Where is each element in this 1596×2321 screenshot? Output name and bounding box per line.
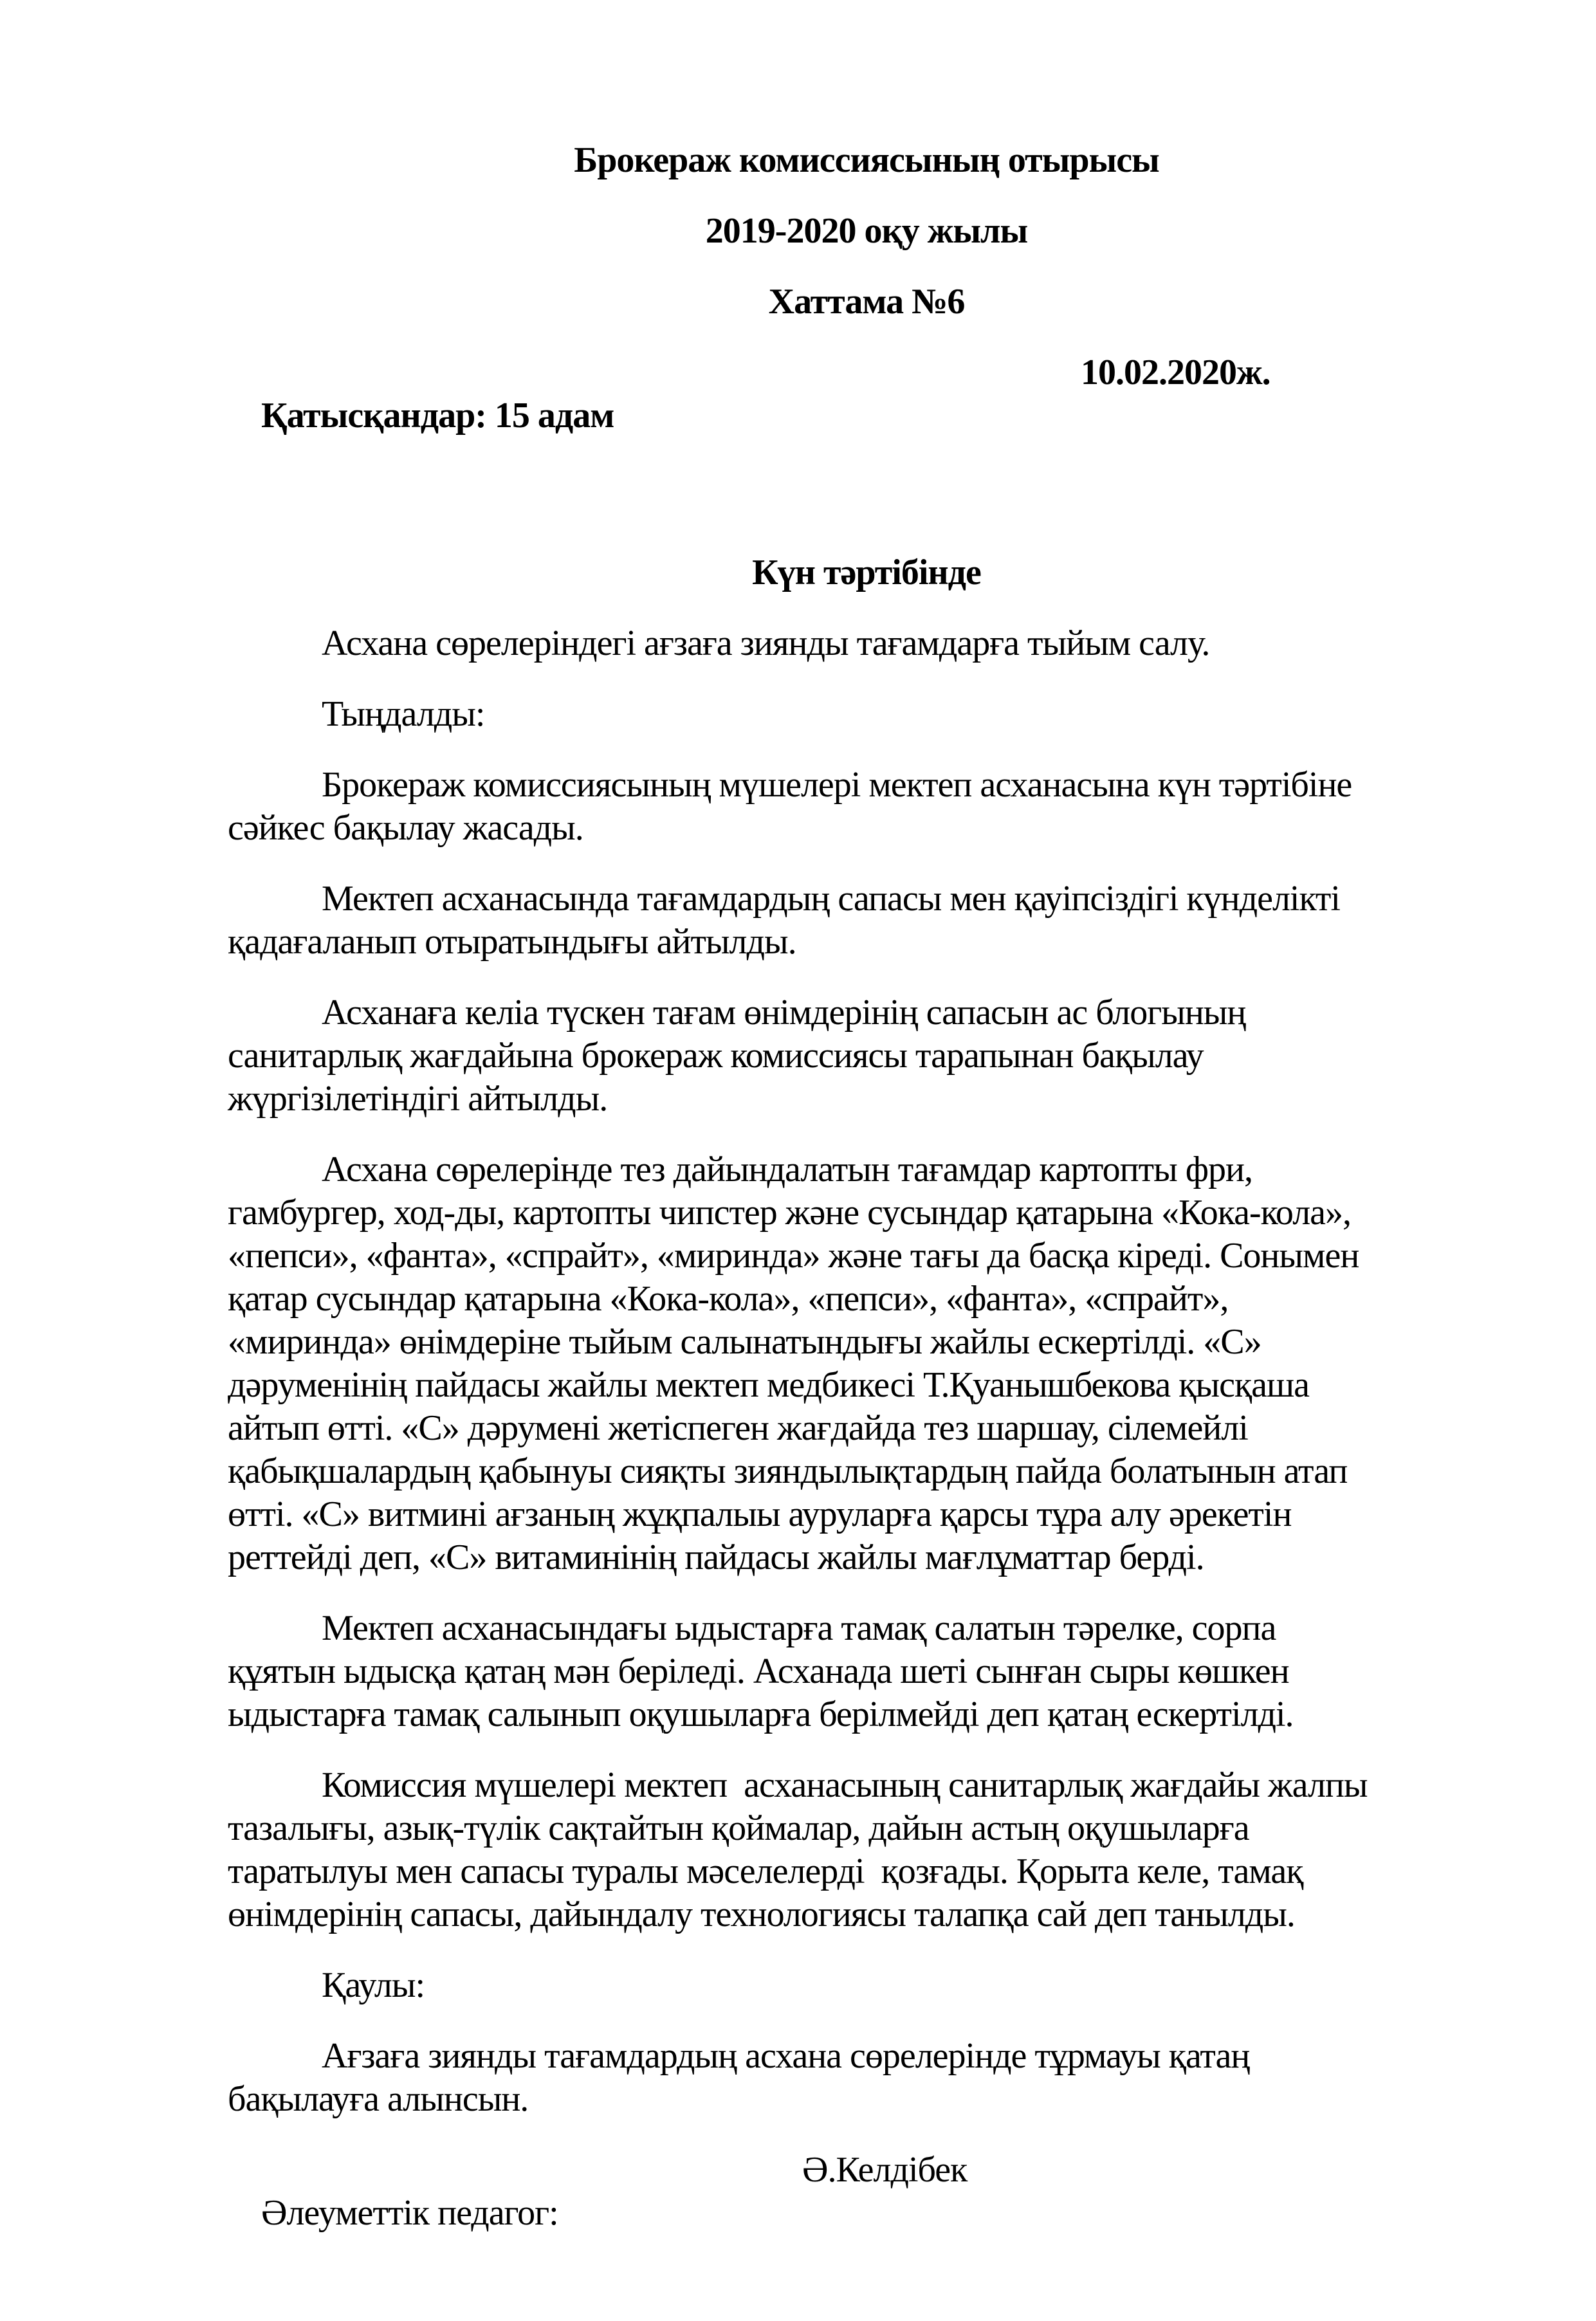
decision-paragraph	[228, 2035, 1505, 2121]
paragraph-line: қабықшалардың қабынуы сияқты зияндылықтардың пайда болатынын атап	[228, 1451, 1348, 1491]
paragraph-line: жүргізілетіндігі айтылды.	[228, 1079, 608, 1119]
signature-role-label: Әлеуметтік педагог:	[261, 2193, 558, 2233]
body-paragraph-1	[228, 764, 1505, 850]
paragraph-line: «миринда» өнімдеріне тыйым салынатындығы жайлы ескертілді. «С»	[228, 1322, 1261, 1362]
paragraph-line: Қаулы:	[322, 1965, 425, 2005]
paragraph-line: ыдыстарға тамақ салынып оқушыларға берілмейді деп қатаң ескертілді.	[228, 1694, 1294, 1734]
body-paragraph-5	[228, 1607, 1505, 1736]
paragraph-line: Ағзаға зиянды тағамдардың асхана сөрелерінде тұрмауы қатаң	[322, 2036, 1250, 2076]
paragraph-line: сәйкес бақылау жасады.	[228, 808, 583, 848]
paragraph-line: тазалығы, азық-түлік сақтайтын қоймалар, дайын астың оқушыларға	[228, 1808, 1249, 1848]
paragraph-line: құятын ыдысқа қатаң мән беріледі. Асханада шеті сынған сыры көшкен	[228, 1651, 1289, 1691]
participants-line	[228, 351, 1505, 524]
paragraph-line: Брокераж комиссиясының мүшелері мектеп асханасына күн тәртібіне	[322, 765, 1352, 805]
heard-label-paragraph	[228, 693, 1505, 736]
body-paragraph-6	[228, 1764, 1505, 1936]
agenda-item-paragraph	[228, 622, 1505, 665]
paragraph-line: Асхана сөрелеріндегі ағзаға зиянды тағамдарға тыйым салу.	[322, 623, 1210, 663]
signature-line	[228, 2149, 1505, 2321]
paragraph-line: қадағаланып отыратындығы айтылды.	[228, 922, 796, 962]
paragraph-line: Асхана сөрелерінде тез дайындалатын тағамдар картопты фри,	[322, 1150, 1252, 1189]
paragraph-line: Мектеп асханасындағы ыдыстарға тамақ салатын тәрелке, сорпа	[322, 1608, 1276, 1648]
paragraph-line: «пепси», «фанта», «спрайт», «миринда» және тағы да басқа кіреді. Сонымен	[228, 1236, 1359, 1276]
paragraph-line: өнімдерінің сапасы, дайындалу технологиясы талапқа сай деп танылды.	[228, 1894, 1295, 1934]
paragraph-line: Комиссия мүшелері мектеп асханасының санитарлық жағдайы жалпы	[322, 1765, 1368, 1805]
document-date: 10.02.2020ж.	[1081, 353, 1270, 392]
paragraph-line: санитарлық жағдайына брокераж комиссиясы тарапынан бақылау	[228, 1036, 1204, 1076]
paragraph-line: Асханаға келіа түскен тағам өнімдерінің сапасын ас блогының	[322, 993, 1246, 1032]
paragraph-line: реттейді деп, «С» витаминінің пайдасы жайлы мағлұматтар берді.	[228, 1537, 1204, 1577]
agenda-heading: Күн тәртібінде	[752, 553, 981, 592]
participants-label: Қатысқандар: 15 адам	[261, 396, 614, 436]
body-paragraph-4	[228, 1148, 1505, 1579]
paragraph-line: бақылауға алынсын.	[228, 2079, 529, 2119]
paragraph-line: гамбургер, ход-ды, картопты чипстер және сусындар қатарына «Кока-кола»,	[228, 1193, 1351, 1233]
paragraph-line: Мектеп асханасында тағамдардың сапасы мен қауіпсіздігі күнделікті	[322, 879, 1340, 919]
signature-name: Ә.Келдібек	[802, 2150, 968, 2190]
paragraph-line: қатар сусындар қатарына «Кока-кола», «пепси», «фанта», «спрайт»,	[228, 1279, 1229, 1319]
paragraph-line: Тыңдалды:	[322, 694, 485, 734]
paragraph-line: айтып өтті. «С» дәрумені жетіспеген жағдайда тез шаршау, сілемейлі	[228, 1408, 1248, 1448]
paragraph-line: өтті. «С» витмині ағзаның жұқпалыы ауруларға қарсы тұра алу әрекетін	[228, 1494, 1292, 1534]
document-title: Брокераж комиссиясының отырысы	[574, 140, 1159, 180]
school-year-subtitle: 2019-2020 оқу жылы	[705, 211, 1028, 251]
paragraph-line: таратылуы мен сапасы туралы мәселелерді қозғады. Қорыта келе, тамақ	[228, 1851, 1303, 1891]
body-paragraphs	[228, 622, 1505, 2121]
decision-label-paragraph	[228, 1964, 1505, 2007]
paragraph-line: дәруменінің пайдасы жайлы мектеп медбикесі Т.Қуанышбекова қысқаша	[228, 1365, 1309, 1405]
body-paragraph-2	[228, 877, 1505, 964]
protocol-number: Хаттама №6	[768, 282, 965, 322]
body-paragraph-3	[228, 991, 1505, 1121]
